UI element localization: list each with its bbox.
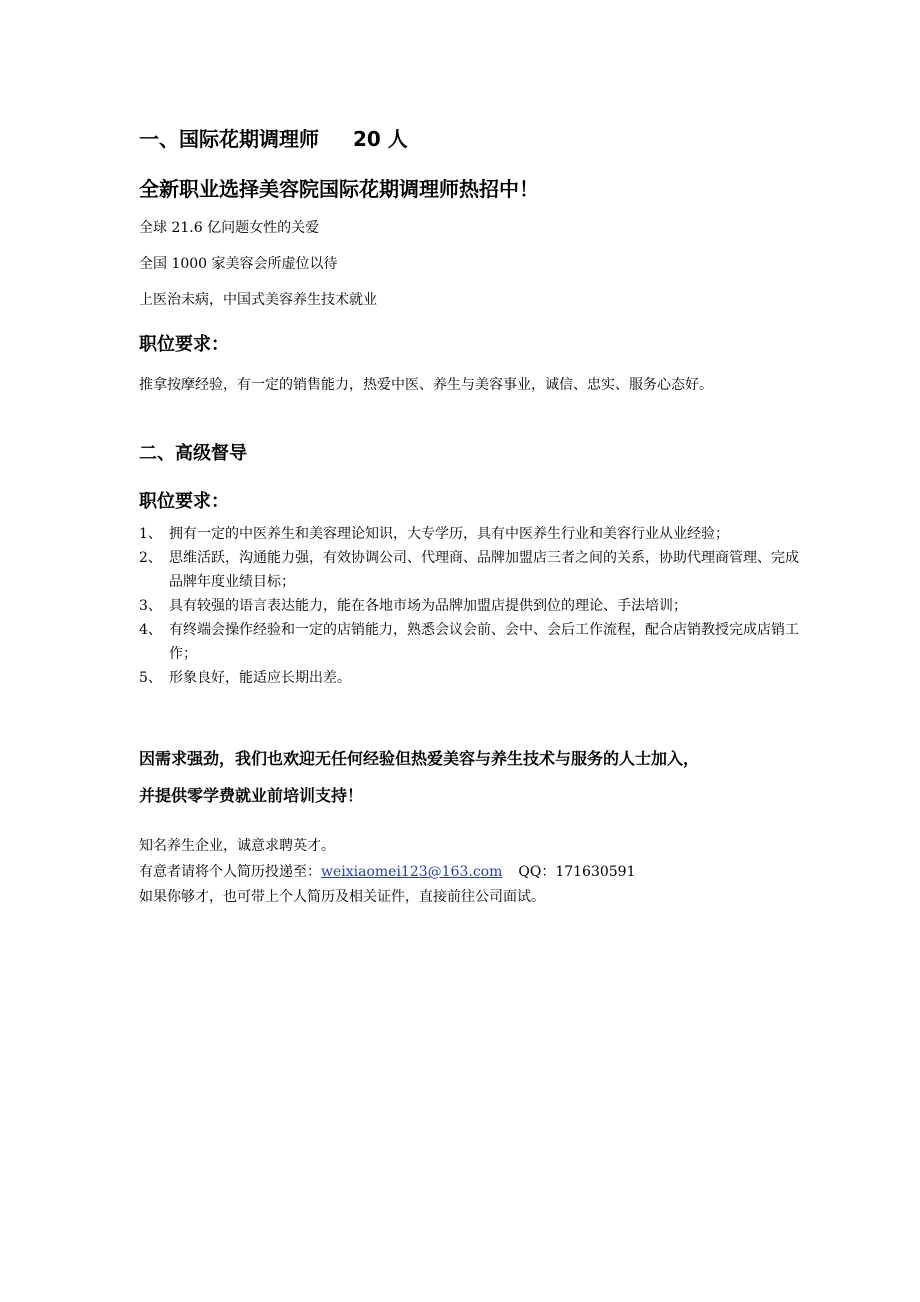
email-link[interactable]: weixiaomei123@163.com — [321, 864, 503, 880]
list-item-text: 有终端会操作经验和一定的店销能力，熟悉会议会前、会中、会后工作流程，配合店销教授完成店销工作； — [169, 622, 799, 662]
list-item-number: 3、 — [139, 598, 162, 614]
list-item-text: 思维活跃，沟通能力强，有效协调公司、代理商、品牌加盟店三者之间的关系，协助代理商管理、完成品牌年度业绩目标； — [169, 550, 799, 590]
tagline-1: 全球 21.6 亿问题女性的关爱 — [139, 220, 320, 236]
tagline-3: 上医治未病，中国式美容养生技术就业 — [139, 292, 377, 308]
section1-req-text: 推拿按摩经验，有一定的销售能力，热爱中医、养生与美容事业，诚信、忠实、服务心态好。 — [139, 377, 713, 393]
requirements-list — [139, 522, 799, 690]
section1-heading-row — [139, 123, 408, 152]
section1-subtitle: 全新职业选择美容院国际花期调理师热招中！ — [139, 177, 539, 201]
section2-req-heading: 职位要求： — [139, 491, 229, 512]
closing-line-2: 并提供零学费就业前培训支持！ — [139, 786, 364, 805]
list-item-text: 具有较强的语言表达能力，能在各地市场为品牌加盟店提供到位的理论、手法培训； — [169, 598, 687, 614]
section2-heading: 二、高级督导 — [139, 443, 247, 464]
section1-req-heading: 职位要求： — [139, 334, 229, 355]
contact-intro: 知名养生企业，诚意求聘英才。 — [139, 838, 335, 854]
list-item-text: 拥有一定的中医养生和美容理论知识，大专学历，具有中医养生行业和美容行业从业经验； — [169, 526, 729, 542]
list-item-number: 4、 — [139, 622, 162, 638]
list-item — [139, 594, 799, 618]
section1-count: 20 人 — [353, 127, 408, 151]
section1-heading: 一、国际花期调理师 — [139, 127, 319, 151]
list-item-number: 5、 — [139, 670, 162, 686]
contact-qq: QQ：171630591 — [518, 864, 636, 880]
contact-note: 如果你够才，也可带上个人简历及相关证件，直接前往公司面试。 — [139, 889, 545, 905]
contact-email-prefix: 有意者请将个人简历投递至： — [139, 864, 321, 880]
list-item-number: 1、 — [139, 526, 162, 542]
list-item — [139, 546, 799, 594]
list-item-number: 2、 — [139, 550, 162, 566]
contact-email-row — [139, 861, 636, 881]
list-item — [139, 618, 799, 666]
list-item — [139, 666, 799, 690]
closing-line-1: 因需求强劲，我们也欢迎无任何经验但热爱美容与养生技术与服务的人士加入， — [139, 749, 700, 768]
list-item-text: 形象良好，能适应长期出差。 — [169, 670, 351, 686]
list-item — [139, 522, 799, 546]
tagline-2: 全国 1000 家美容会所虚位以待 — [139, 256, 338, 272]
